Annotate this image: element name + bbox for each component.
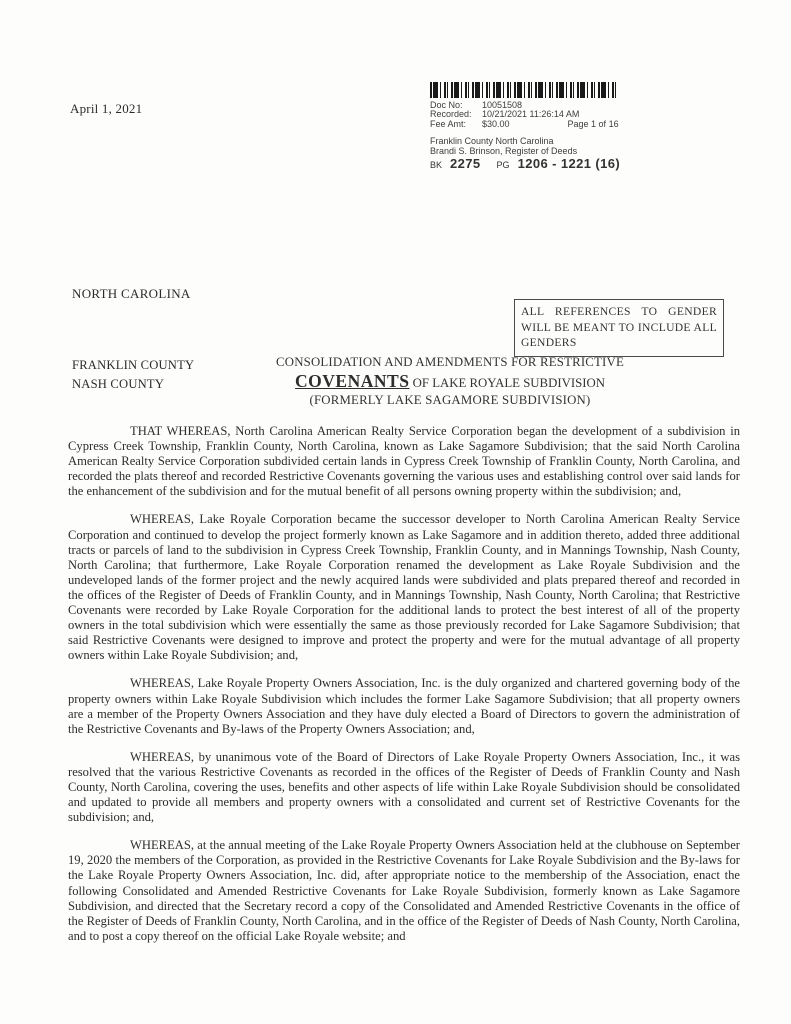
bk-value: 2275	[450, 156, 481, 172]
doc-no-value: 10051508	[482, 100, 523, 110]
page-info: Page 1 of 16	[567, 118, 619, 129]
book-page-line	[430, 156, 660, 172]
paragraph-1: THAT WHEREAS, North Carolina American Realty Service Corporation began the development of a subdivision in Cypress Creek Township, Franklin County, North Carolina, known as Lake Sagamore Subdivision; that the said North Carolina American Realty Service Corporation subdivided certain lands in Cypress Creek Township of Franklin County, North Carolina, and recorded the plats thereof and recorded Restrictive Covenants governing the various uses and establishing control over said lands for the enhancement of the subdivision and for the mutual benefit of all persons owning property within the subdivision; and,	[68, 424, 740, 499]
county-nash: NASH COUNTY	[72, 377, 165, 391]
document-body	[68, 424, 740, 957]
doc-no-label: Doc No:	[430, 100, 463, 110]
stamp-county-line: Franklin County North Carolina	[430, 136, 554, 147]
recorder-stamp	[430, 82, 660, 170]
state-heading: NORTH CAROLINA	[72, 286, 191, 301]
title-line2-rest: OF LAKE ROYALE SUBDIVISION	[412, 376, 605, 390]
title-line1: CONSOLIDATION AND AMENDMENTS FOR RESTRICTIVE	[276, 355, 624, 369]
pg-value: 1206 - 1221 (16)	[517, 156, 621, 172]
county-franklin: FRANKLIN COUNTY	[72, 358, 195, 372]
pg-label: PG	[496, 160, 510, 171]
title-line3: (FORMERLY LAKE SAGAMORE SUBDIVISION)	[309, 393, 591, 407]
gender-notice-box: ALL REFERENCES TO GENDER WILL BE MEANT TO INCLUDE ALL GENDERS	[514, 299, 724, 357]
stamp-register-line: Brandi S. Brinson, Register of Deeds	[430, 145, 578, 156]
recorded-label: Recorded:	[430, 109, 472, 120]
paragraph-5: WHEREAS, at the annual meeting of the Lake Royale Property Owners Association held at the clubhouse on September 19, 2020 the members of the Corporation, as provided in the Restrictive Covenants for Lake Royale Subdivision and the By-laws for the Lake Royale Property Owners Association, Inc. did, after appropriate notice to the membership of the Association, enact the following Consolidated and Amended Restrictive Covenants for Lake Royale Subdivision, formerly known as Lake Sagamore Subdivision, and directed that the Secretary record a copy of the Consolidated and Amended Restrictive Covenants in the office of the Register of Deeds of Franklin County, North Carolina, and in the office of the Register of Deeds of Nash County, North Carolina, and to post a copy thereof on the official Lake Royale website; and	[68, 838, 740, 943]
document-date: April 1, 2021	[70, 101, 143, 116]
paragraph-2: WHEREAS, Lake Royale Corporation became the successor developer to North Carolina American Realty Service Corporation and continued to develop the project formerly known as Lake Sagamore and in addition thereto, added three additional tracts or parcels of land to the subdivision in Cypress Creek Township, Franklin County, and in Mannings Township, Nash County, North Carolina; that furthermore, Lake Royale Corporation renamed the development as Lake Royale Subdivision and the undeveloped lands of the former project and the newly acquired lands were subdivided and plats prepared thereof and recorded in the offices of the Register of Deeds of Franklin County, and in Mannings Township, Nash County, North Carolina; that Restrictive Covenants were recorded by Lake Royale Corporation for the additional lands to protect the best interest of all of the property owners in the total subdivision which were essentially the same as those previously recorded for Lake Sagamore Subdivision; that said Restrictive Covenants were designed to improve and protect the property and were for the mutual advantage of all property owners within Lake Royale Subdivision; and,	[68, 512, 740, 663]
title-covenants: COVENANTS	[295, 371, 410, 391]
fee-value: $30.00	[482, 118, 510, 129]
fee-label: Fee Amt:	[430, 118, 467, 129]
paragraph-3: WHEREAS, Lake Royale Property Owners Association, Inc. is the duly organized and chartered governing body of the property owners within Lake Royale Subdivision which includes the former Lake Sagamore Subdivision; that all property owners are a member of the Property Owners Association and they have duly elected a Board of Directors to govern the administration of the Restrictive Covenants and By-laws of the Property Owners Association; and,	[68, 676, 740, 736]
bk-label: BK	[430, 160, 443, 171]
recorded-value: 10/21/2021 11:26:14 AM	[482, 109, 580, 120]
barcode-icon	[430, 82, 616, 98]
county-list	[72, 356, 194, 394]
paragraph-4: WHEREAS, by unanimous vote of the Board of Directors of Lake Royale Property Owners Association, Inc., it was resolved that the various Restrictive Covenants as recorded in the offices of the Register of Deeds of Franklin County and Nash County, North Carolina, covering the uses, benefits and other aspects of life within Lake Royale Subdivision should be consolidated and updated to provide all members and property owners with a consolidated and current set of Restrictive Covenants for the subdivision; and,	[68, 749, 740, 825]
document-title	[235, 355, 665, 408]
stamp-fee	[430, 120, 660, 129]
title-line2	[235, 371, 665, 392]
